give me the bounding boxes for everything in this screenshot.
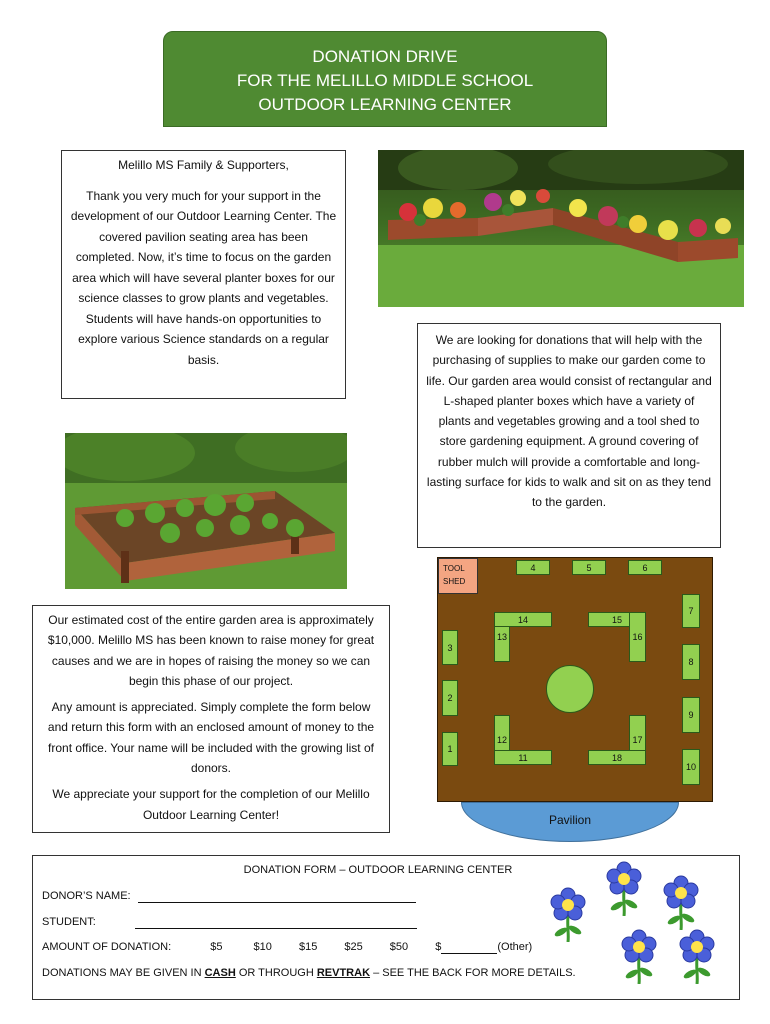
planter-box-18-label: 18 [611, 752, 622, 763]
planter-box-11-label: 11 [518, 752, 528, 763]
donations-needed-text: We are looking for donations that will help with the purchasing of supplies to make our garden come to life. Our garden area would consist of rectangular and L-shaped planter boxes which have a variety of plants and vegetables growing and a tool shed to store gardening equipment. A ground covering of rubber mulch will provide a comfortable and long-lasting surface for kids to walk and sit on as they tend to the garden. [426, 333, 712, 510]
student-field[interactable] [135, 916, 417, 929]
flower-icon [660, 874, 702, 930]
planter-box-16-label: 16 [632, 632, 643, 642]
tool-shed-label-1: TOOL [443, 564, 465, 573]
student-row [42, 916, 417, 929]
cost-paragraph-2: Any amount is appreciated. Simply complete the form below and return this form with an enclosed amount of money to the front office. Your name will be included with the growing list of donors. [47, 700, 375, 776]
planter-box-9: 9 [682, 697, 700, 733]
planter-box-16 [629, 612, 646, 662]
payment-note-pre: DONATIONS MAY BE GIVEN IN [42, 967, 205, 979]
donor-name-field[interactable] [138, 890, 416, 903]
donor-name-row [42, 890, 416, 903]
letter-body: Thank you very much for your support in the development of our Outdoor Learning Center. The covered pavilion seating area has been completed. Now, it’s time to focus on the garden area which will have several planter boxes for our science classes to grow plants and vegetables. Students will have hands-on opportunities to explore various Science standards on a regular basis. [70, 188, 337, 367]
amount-option-10[interactable]: $10 [253, 941, 272, 953]
title-line-1: DONATION DRIVE [312, 47, 458, 66]
planter-box-1: 1 [442, 732, 458, 766]
student-label: STUDENT: [42, 916, 96, 928]
payment-note [42, 967, 576, 979]
payment-note-post: – SEE THE BACK FOR MORE DETAILS. [370, 967, 576, 979]
planter-box-3: 3 [442, 630, 458, 665]
amount-option-25[interactable]: $25 [344, 941, 363, 953]
planter-box-11 [494, 750, 552, 765]
planter-box-15-label: 15 [611, 614, 622, 625]
planter-box-12-label: 12 [496, 735, 507, 745]
amount-other-prefix: $ [435, 941, 442, 953]
amount-option-50[interactable]: $50 [389, 941, 409, 953]
planter-box-7: 7 [682, 594, 700, 628]
tool-shed [438, 558, 478, 594]
flower-icon [547, 886, 589, 942]
planter-box-14 [494, 612, 552, 627]
planter-box-5: 5 [572, 560, 606, 575]
amount-label: AMOUNT OF DONATION: [42, 941, 172, 953]
amount-row [42, 941, 532, 954]
donations-needed-box [417, 323, 721, 548]
center-circle-planter [546, 665, 594, 713]
pavilion: Pavilion [461, 802, 679, 842]
planter-box-6: 6 [628, 560, 662, 575]
amount-option-15[interactable]: $15 [298, 941, 318, 953]
planter-box-4: 4 [516, 560, 550, 575]
planter-box-18 [588, 750, 646, 765]
planter-box-10: 10 [682, 749, 700, 785]
cost-box [32, 605, 390, 833]
planter-box-8: 8 [682, 644, 700, 680]
flower-icon [603, 860, 645, 916]
title-line-2: FOR THE MELILLO MIDDLE SCHOOL [236, 71, 534, 90]
payment-note-mid: OR THROUGH [235, 967, 317, 979]
garden-layout-map [437, 557, 713, 802]
greeting: Melillo MS Family & Supporters, [118, 158, 289, 172]
planter-box-17-label: 17 [632, 735, 643, 745]
payment-cash: CASH [204, 967, 236, 979]
letter-box [61, 150, 346, 399]
raised-bed-photo [65, 433, 347, 589]
cost-paragraph-3: We appreciate your support for the completion of our Melillo Outdoor Learning Center! [52, 787, 370, 822]
planter-box-2: 2 [442, 680, 458, 716]
amount-option-5[interactable]: $5 [210, 941, 223, 953]
planter-box-14-label: 14 [517, 614, 528, 625]
amount-other-label: (Other) [497, 941, 533, 953]
l-shaped-planter-photo [378, 150, 744, 307]
title-banner [163, 31, 607, 127]
form-title: DONATION FORM – OUTDOOR LEARNING CENTER [243, 864, 513, 876]
title-line-3: OUTDOOR LEARNING CENTER [258, 95, 512, 114]
amount-other-field[interactable] [441, 941, 497, 954]
planter-box-13-label: 13 [496, 632, 507, 642]
donor-name-label: DONOR’S NAME: [42, 890, 131, 902]
payment-revtrak: REVTRAK [316, 967, 371, 979]
flower-icon [676, 928, 718, 984]
cost-paragraph-1: Our estimated cost of the entire garden area is approximately $10,000. Melillo MS has been known to raise money for great causes and we are in hopes of raising the money so we can begin this phase of our project. [47, 613, 375, 688]
tool-shed-label-2: SHED [443, 577, 466, 586]
flower-icon [618, 928, 660, 984]
